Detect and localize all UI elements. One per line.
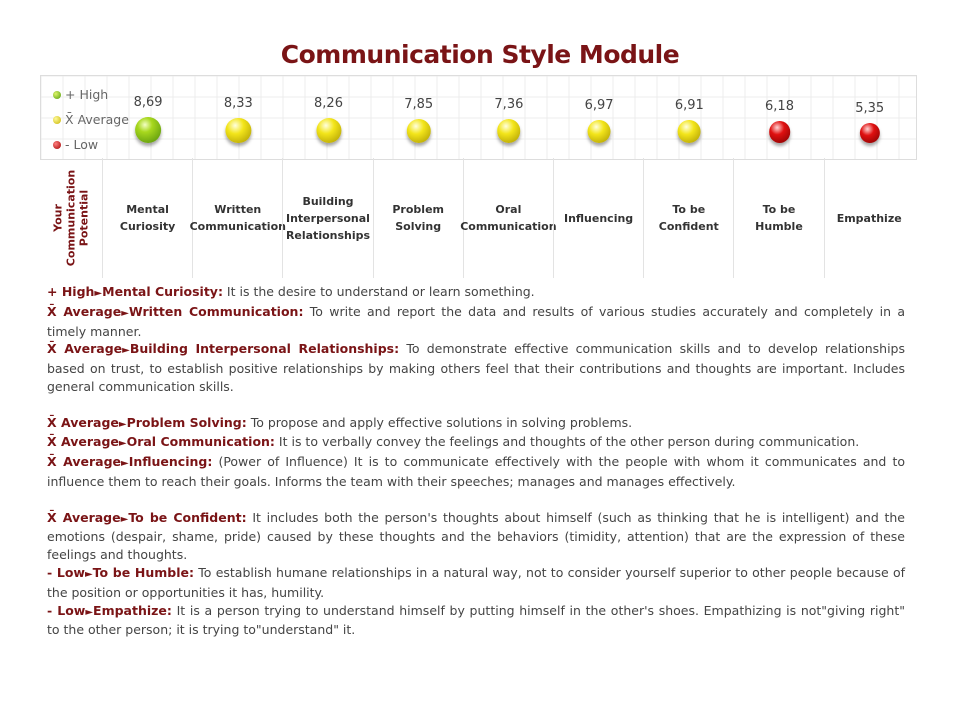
legend-high xyxy=(53,82,129,107)
description-name: Mental Curiosity: xyxy=(102,284,223,299)
description-item xyxy=(47,433,905,453)
arrow-icon: ► xyxy=(122,345,130,357)
description-level: X̄ Average xyxy=(47,303,122,319)
green-dot-icon xyxy=(53,91,61,99)
description-level: X̄ Average xyxy=(47,509,121,525)
category-label: Influencing xyxy=(553,158,643,278)
description-text: (Power of Influence) It is to communicate effectively with the people with whom it communicates and to influence them to reach their goals. Informs the team with their speeches; manages and manages effectively. xyxy=(47,454,905,489)
description-level: X̄ Average xyxy=(47,454,121,470)
side-label-cell xyxy=(40,158,102,278)
arrow-icon: ► xyxy=(84,568,93,580)
page-title: Communication Style Module xyxy=(280,40,680,69)
description-level: X̄ Average xyxy=(47,341,123,357)
description-text: To propose and apply effective solutions in solving problems. xyxy=(246,414,633,430)
red-dot-icon xyxy=(53,141,61,149)
category-label: To be Confident xyxy=(643,158,733,278)
description-item xyxy=(47,509,905,564)
category-label: Empathize xyxy=(824,158,914,278)
description-item xyxy=(47,602,905,640)
legend-low-symbol: - xyxy=(65,137,70,152)
legend-low xyxy=(53,132,129,157)
score-ball xyxy=(678,120,701,143)
description-level: X̄ Average xyxy=(47,414,119,430)
score-ball xyxy=(316,118,341,143)
category-label: Mental Curiosity xyxy=(102,158,192,278)
description-text: To establish humane relationships in a natural way, not to consider yourself superior to other people because of the position or opportunities it has, humility. xyxy=(47,564,905,600)
legend-average xyxy=(53,107,129,132)
arrow-icon: ► xyxy=(120,513,129,525)
description-name: Empathize: xyxy=(93,602,172,618)
score-value-label: 6,91 xyxy=(674,98,704,114)
description-text: It is the desire to understand or learn something. xyxy=(222,284,535,299)
description-name: Influencing: xyxy=(128,454,213,470)
description-item xyxy=(47,340,905,395)
description-level: X̄ Average xyxy=(47,434,119,450)
side-label-line-2: Communication xyxy=(64,169,78,267)
description-name: Building Interpersonal Relationships: xyxy=(129,341,400,357)
description-item xyxy=(47,564,905,602)
description-item xyxy=(47,453,905,491)
side-label-line-3: Potential xyxy=(77,189,91,247)
yellow-dot-icon xyxy=(53,116,61,124)
score-value-label: 7,36 xyxy=(494,97,524,113)
score-value-label: 8,26 xyxy=(314,95,343,111)
description-level: - Low xyxy=(47,602,86,618)
score-chart xyxy=(40,75,917,160)
description-name: Problem Solving: xyxy=(126,414,247,430)
description-name: Oral Communication: xyxy=(126,434,275,450)
arrow-icon: ► xyxy=(118,438,127,450)
score-value-label: 6,18 xyxy=(765,99,794,115)
legend-average-symbol: X̄ xyxy=(65,112,74,127)
description-name: To be Confident: xyxy=(128,509,247,525)
descriptions xyxy=(47,283,905,639)
side-label xyxy=(52,168,91,268)
score-ball xyxy=(588,120,611,143)
description-level: - Low xyxy=(47,564,85,580)
category-label: Oral Communication xyxy=(463,158,553,278)
arrow-icon: ► xyxy=(121,458,129,470)
description-text: To demonstrate effective communication skills and to develop relationships based on trust, to establish positive relationships by making others feel that their contributions and thoughts are important. Includes general communication skills. xyxy=(47,341,905,394)
description-name: To be Humble: xyxy=(92,564,194,580)
chart-grid xyxy=(41,76,916,159)
paragraph-gap xyxy=(47,491,905,509)
legend-low-label: Low xyxy=(73,137,99,152)
score-value-label: 8,69 xyxy=(133,95,163,111)
description-text: To write and report the data and results of various studies accurately and completely in a timely manner. xyxy=(47,303,905,339)
score-value-label: 6,97 xyxy=(584,98,614,114)
paragraph-gap xyxy=(47,396,905,414)
arrow-icon: ► xyxy=(94,288,103,299)
score-ball xyxy=(497,119,521,143)
legend-high-symbol: + xyxy=(65,87,76,102)
description-item xyxy=(47,414,905,434)
description-item xyxy=(47,283,905,303)
category-label: To be Humble xyxy=(733,158,823,278)
category-row xyxy=(40,158,915,278)
description-text: It includes both the person's thoughts about himself (such as thinking that he is intelligent) and the emotions (despair, shame, pride) caused by these thoughts and the behaviors (timidity, attention) that are the expression of these feelings and thoughts. xyxy=(47,509,905,563)
score-value-label: 8,33 xyxy=(223,95,253,111)
description-item xyxy=(47,303,905,341)
category-label: Written Communication xyxy=(192,158,282,278)
description-name: Written Communication: xyxy=(128,303,304,319)
chart-legend xyxy=(53,82,129,157)
arrow-icon: ► xyxy=(85,606,94,618)
description-text: It is to verbally convey the feelings and thoughts of the other person during communication. xyxy=(274,434,860,450)
legend-high-label: High xyxy=(79,87,109,102)
description-level: + High xyxy=(47,284,95,299)
category-label: Problem Solving xyxy=(373,158,463,278)
side-label-line-1: Your xyxy=(51,204,65,232)
score-value-label: 7,85 xyxy=(404,96,434,112)
arrow-icon: ► xyxy=(118,418,127,430)
score-ball xyxy=(135,117,161,143)
score-value-label: 5,35 xyxy=(855,100,885,116)
description-text: It is a person trying to understand himself by putting himself in the other's shoes. Empathizing is not"giving right" to the other person; it is trying to"understand" it. xyxy=(47,602,905,638)
arrow-icon: ► xyxy=(121,307,129,319)
score-ball xyxy=(769,121,791,143)
legend-average-label: Average xyxy=(77,112,129,127)
category-label: Building Interpersonal Relationships xyxy=(282,158,372,278)
